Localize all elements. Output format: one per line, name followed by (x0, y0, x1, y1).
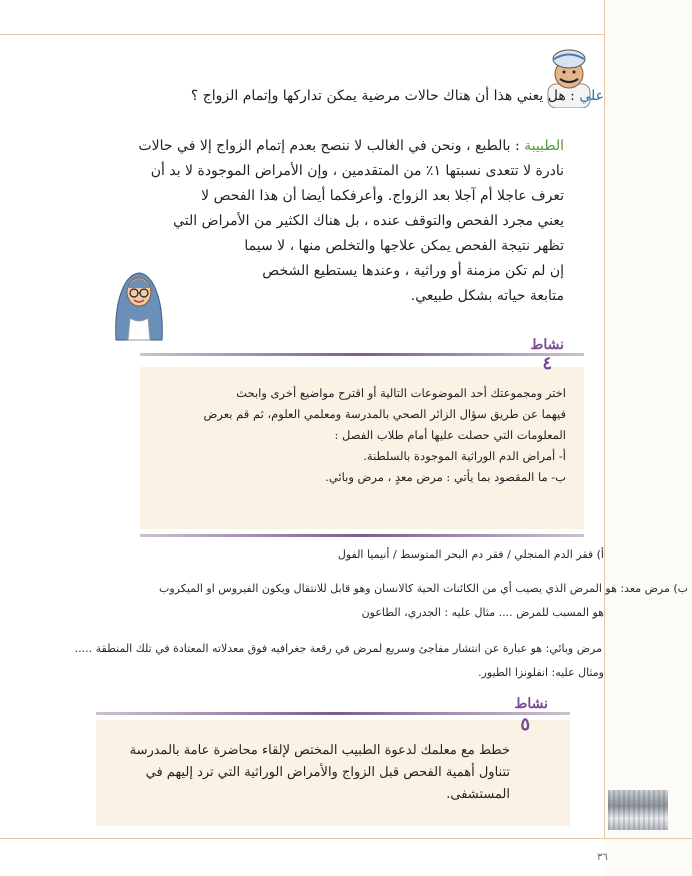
activity-5-top-bar (96, 712, 570, 715)
activity-5-line: خطط مع معلمك لدعوة الطبيب المختص لإلقاء محاضرة عامة بالمدرسة (129, 743, 510, 758)
page-number: ٣٦ (597, 852, 608, 863)
doctor-line: تعرف عاجلا أم آجلا بعد الزواج. وأعرفكما أيضا أن هذا الفحص لا (201, 188, 564, 204)
activity-4-text (146, 383, 566, 488)
activity-4-line: المعلومات التي حصلت عليها أمام طلاب الفصل : (334, 428, 566, 442)
activity-4-line: أ- أمراض الدم الوراثية الموجودة بالسلطنة. (363, 449, 566, 463)
page-margin (604, 0, 692, 876)
activity-5-line: تتناول أهمية الفحص قبل الزواج والأمراض الوراثية التي ترد إليهم في (145, 765, 510, 780)
answer-line: هو المسبب للمرض .... مثال عليه : الجدري، الطاعون (361, 606, 604, 619)
activity-4-line: فيهما عن طريق سؤال الزائر الصحي بالمدرسة ومعلمي العلوم، ثم قم بعرض (203, 407, 566, 421)
activity-5-number: ٥ (520, 714, 530, 735)
footer-divider (0, 838, 692, 839)
activity-4-title: نشاط (530, 337, 564, 353)
answer-line: مرض وبائي: هو عبارة عن انتشار مفاجئ وسريع لمرض في رقعة جغرافيه فوق معدلاته المعتادة في تلك المنطقة ..... (74, 642, 602, 655)
top-divider (0, 34, 605, 35)
ali-question (144, 88, 604, 104)
answer-line: ب) مرض معد: هو المرض الذي يصيب أي من الكائنات الحية كالانسان وهو قابل للانتقال ويكون الفيروس او الميكروب (159, 582, 688, 595)
activity-4-bottom-bar (140, 534, 584, 537)
activity-4-box (140, 337, 584, 529)
doctor-line: نادرة لا تتعدى نسبتها ١٪ من المتقدمين ، وإن الأمراض الموجودة لا بد أن (150, 163, 564, 179)
crowd-photo (608, 790, 668, 830)
answer-line: ومثال عليه: انفلونزا الطيور. (478, 666, 604, 679)
activity-5-box (96, 696, 570, 826)
speaker-doctor: الطبيبة (524, 138, 564, 154)
doctor-line: يعني مجرد الفحص والتوقف عنده ، بل هناك الكثير من الأمراض التي (173, 213, 564, 229)
activity-4-line: ب- ما المقصود بما يأتي : مرض معدٍ ، مرض وبائي. (325, 470, 566, 484)
activity-5-title: نشاط (514, 696, 548, 712)
margin-divider (604, 0, 605, 838)
activity-5-text (110, 740, 510, 806)
activity-4-number: ٤ (542, 353, 552, 374)
doctor-line: تظهر نتيجة الفحص يمكن علاجها والتخلص منها ، لا سيما (244, 238, 564, 254)
doctor-line: إن لم تكن مزمنة أو وراثية ، وعندها يستطيع الشخص (262, 263, 564, 279)
activity-4-line: اختر ومجموعتك أحد الموضوعات التالية أو اقترح مواضيع أخرى وابحث (236, 386, 566, 400)
doctor-avatar-icon (110, 262, 168, 342)
activity-5-line: المستشفى. (446, 787, 510, 802)
ali-question-text: : هل يعني هذا أن هناك حالات مرضية يمكن تداركها وإتمام الزواج ؟ (190, 88, 580, 104)
speaker-ali: علي (579, 88, 604, 104)
doctor-line: : بالطبع ، ونحن في الغالب لا ننصح بعدم إتمام الزواج إلا في حالات (138, 138, 525, 154)
answer-line: أ) فقر الدم المنجلي / فقر دم البحر المتوسط / أنيميا الفول (337, 548, 604, 561)
doctor-line: متابعة حياته بشكل طبيعي. (410, 288, 564, 304)
activity-4-top-bar (140, 353, 584, 356)
